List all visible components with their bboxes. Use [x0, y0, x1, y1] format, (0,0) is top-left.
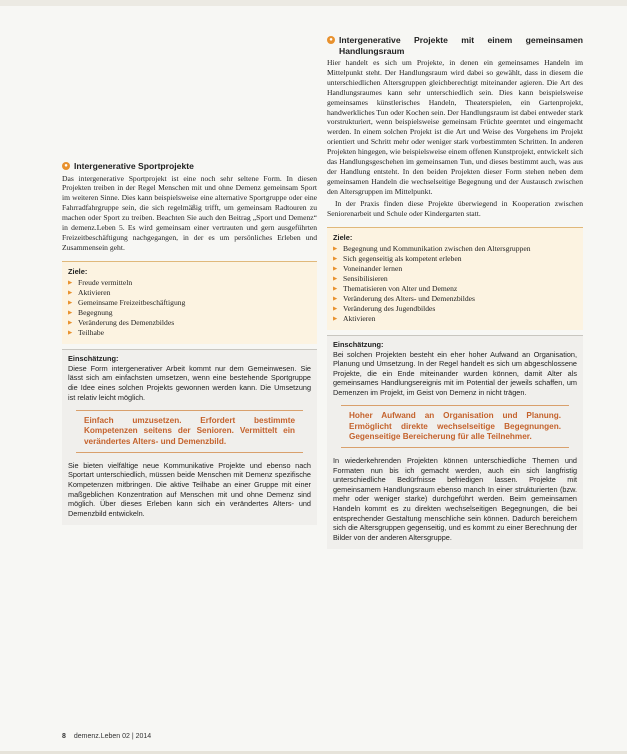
shared-space-heading: [327, 35, 583, 56]
goal-item: ▶ Thematisieren von Alter und Demenz: [333, 284, 577, 294]
summary-callout: Einfach umzusetzen. Erfordert bestimmte Kompetenzen seitens der Senioren. Vermittelt ein verändertes Alters- und Demenzbild.: [76, 410, 303, 453]
summary-callout: Hoher Aufwand an Organisation und Planung. Ermöglicht direkte wechselseitige Begegnungen. Gegenseitige Bereicherung für alle Teilnehmer.: [341, 405, 569, 448]
goals-title: Ziele:: [68, 266, 88, 276]
assessment-box: [62, 349, 317, 526]
closing-text: Sie bieten vielfältige neue Kommunikative Projekte und ebenso nach Sportart unterschiedlich, müssen beide Menschen mit Demenz spezifische Kompetenzen mitbringen. Die aktive Teilhabe an einer Gruppe mit einer maßgeblichen Konzentration auf Menschen mit und ohne Demenz sind möglich. Über dieses Erleben kann sich ein verändertes Alters- und Demenzbild entwickeln.: [68, 460, 311, 518]
goals-box: [327, 227, 583, 330]
goal-item: ▶ Voneinander lernen: [333, 264, 577, 274]
heading-text: Intergenerative Sportprojekte: [74, 161, 194, 171]
assessment-title: Einschätzung:: [68, 353, 119, 363]
goal-item: ▶ Gemeinsame Freizeitbeschäftigung: [68, 298, 311, 308]
assessment-text: Diese Form intergenerativer Arbeit kommt nur dem Gemeinwesen. Sie lässt sich am einfachsten umsetzen, wenn eine bestehende Sportgruppe die Idee eines solchen Projekts gewonnen werden kann. Die Umsetzung ist relativ leicht möglich.: [68, 363, 311, 402]
goals-list: [333, 244, 577, 324]
body-paragraph: Hier handelt es sich um Projekte, in denen ein gemeinsames Handeln im Mittelpunkt steht. Der Handlungsraum wird dabei so gewählt, dass in diesem die unterschiedlichen Altersgruppen gleichberechtigt miteinander agieren. Die Art des Handlungsraumes kann sehr unterschiedlich sein. Dies kann beispielsweise gemeinsames künstlerisches Handeln, Theaterspielen, ein Gartenprojekt, handwerkliches Tun oder Kochen sein. Der Handlungsraum ist dabei entweder stark vorstrukturiert, wenn beispielsweise gemeinsam Früchte geerntet und eingemacht werden. In einem solchen Projekt ist die Art und Weise des Vorgehens im Projekt orientiert und Schritt mehr oder weniger stark vorbestimmten Schritten. In anderen Projekten hingegen, wie beispielsweise einem offenen Kunstprojekt, entwickelt sich das Handlungsgeschehen im gemeinsamen Tun, und dieses bestimmt auch, was aus der Handlung entsteht. In den beiden Projekten dieser Form stehen neben dem gemeinsamen Handeln die wechselseitige Begegnung und der Austausch zwischen den Altersgruppen im Mittelpunkt.: [327, 58, 583, 196]
body-paragraph: Das intergenerative Sportprojekt ist eine noch sehr seltene Form. In diesen Projekten treiben in der Regel Menschen mit und ohne Demenz gemeinsam Sport im weiteren Sinne. Dies kann beispielsweise eine alternative Sportgruppe oder eine Fahrradfahrgruppe sein, die sich regelmäßig trifft, um gemeinsam Radtouren zu machen oder Sport zu treiben. Beachten Sie auch den Beitrag „Sport und Demenz“ in demenz.Leben 5. Es wird gemeinsam einer vertrauten und gern ausgeführten Freizeitbeschäftigung nachgegangen, in der es um persönliches Erleben und Zusammensein geht.: [62, 173, 317, 252]
goal-item: ▶ Veränderung des Jugendbildes: [333, 304, 577, 314]
goals-title: Ziele:: [333, 232, 353, 242]
assessment-box: [327, 335, 583, 550]
publication-name: demenz.Leben 02 | 2014: [73, 733, 152, 740]
goal-item: ▶ Aktivieren: [333, 314, 577, 324]
heading-text: Intergenerative Projekte mit einem gemeinsamen Handlungsraum: [339, 35, 583, 56]
goals-list: [68, 278, 311, 338]
goal-item: ▶ Begegnung und Kommunikation zwischen den Altersgruppen: [333, 244, 577, 254]
right-column: [327, 35, 583, 549]
goals-box: [62, 261, 317, 344]
bullet-circle-icon: ●: [62, 162, 70, 170]
goal-item: ▶ Veränderung des Alters- und Demenzbildes: [333, 294, 577, 304]
body-paragraph: In der Praxis finden diese Projekte überwiegend in Kooperation zwischen Seniorenarbeit und Schule oder Kindergarten statt.: [327, 198, 583, 218]
page-footer: [62, 733, 151, 740]
page-number: 8: [62, 733, 66, 740]
closing-text: In wiederkehrenden Projekten können unterschiedliche Themen und Formaten nun bis ich gemacht werden, auch ein sich langfristig unterschiedliche Bedürfnisse befriedigen lassen. Projekte mit gemeinsamem Handlungsraum ebenso manch In einer strukturierten (bzw. mehr oder weniger starke) durchgeführt werden. Beim gemeinsamen Handeln kommt es zu direkten wechselseitigen Begegnungen, die bei entsprechender Gestaltung menschliche sein können. Dadurch bereichern sich die Altersgruppen gegenseitig, und es kommt zu einer Berechnung der Bilder von der anderen Altersgruppe.: [333, 456, 577, 542]
goal-item: ▶ Freude vermitteln: [68, 278, 311, 288]
assessment-text: Bei solchen Projekten besteht ein eher hoher Aufwand an Organisation, Planung und Umsetzung. In der Regel handelt es sich um abgeschlossene Projekte, die ein Ende miteinander wurden können, damit Alter als gemeinsames Handlungsereignis mit im Potential der jeweils schaffen, um Demenzen im Projekt, im Geist von Demenz in nicht trägen.: [333, 349, 577, 397]
goal-item: ▶ Veränderung des Demenzbildes: [68, 318, 311, 328]
page-edge: [0, 0, 627, 6]
goal-item: ▶ Sensibilisieren: [333, 274, 577, 284]
goal-item: ▶ Teilhabe: [68, 328, 311, 338]
goal-item: ▶ Sich gegenseitig als kompetent erleben: [333, 254, 577, 264]
assessment-title: Einschätzung:: [333, 339, 384, 349]
goal-item: ▶ Begegnung: [68, 308, 311, 318]
sport-projects-heading: [62, 161, 317, 172]
bullet-circle-icon: ●: [327, 36, 335, 44]
goal-item: ▶ Aktivieren: [68, 288, 311, 298]
left-column: [62, 161, 317, 525]
